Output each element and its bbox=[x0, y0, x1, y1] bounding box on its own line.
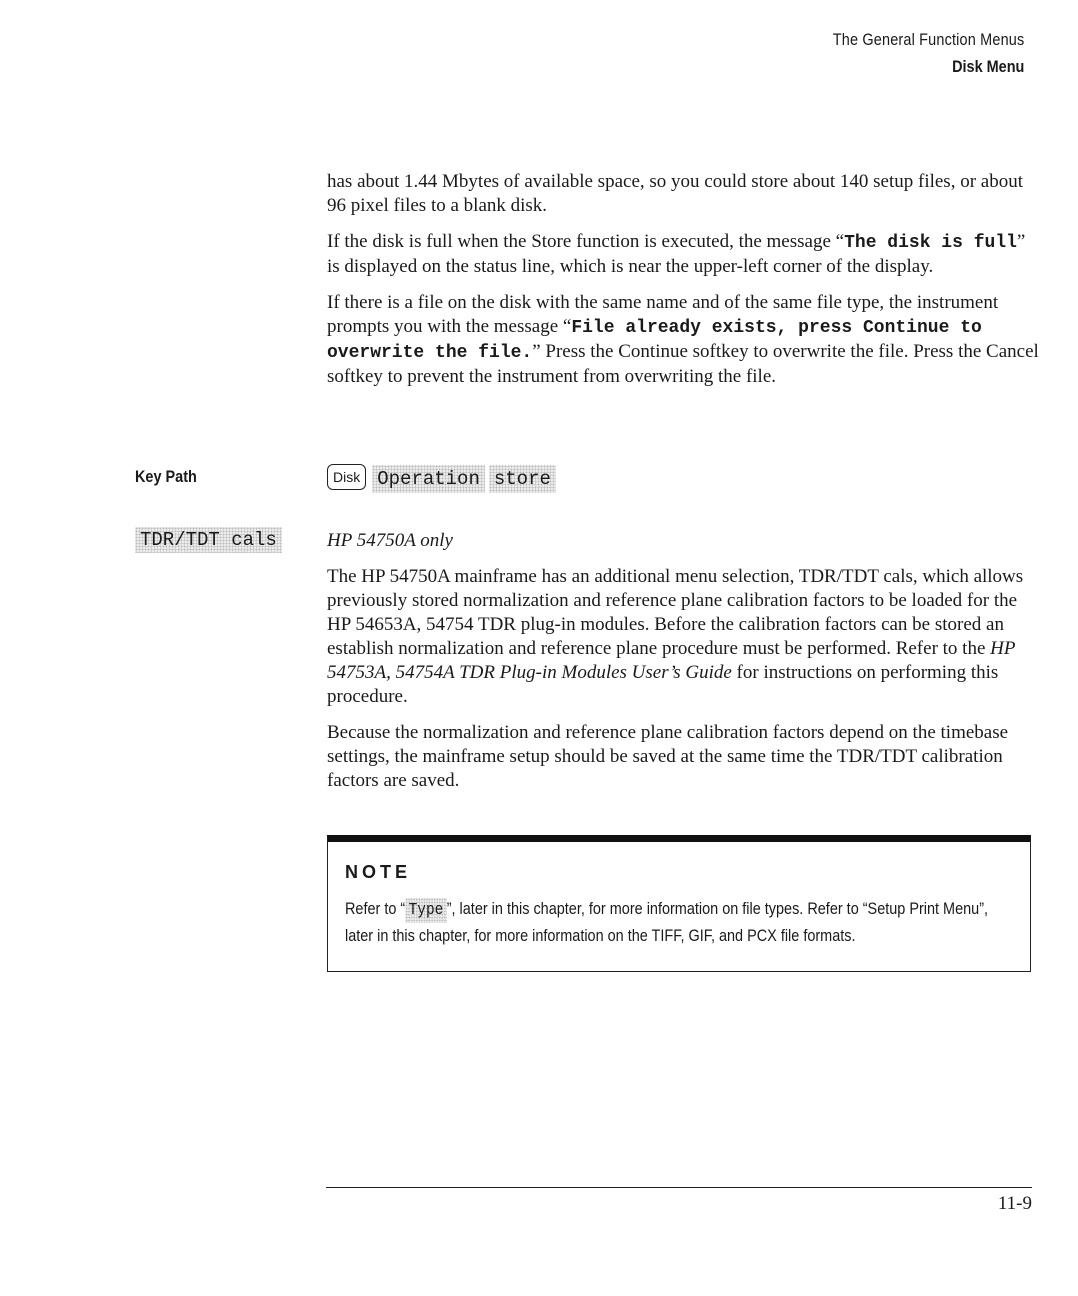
chapter-title: The General Function Menus bbox=[832, 30, 1024, 49]
intro-text bbox=[327, 170, 1039, 401]
intro-paragraph-2 bbox=[327, 230, 1039, 279]
file-exists-message: File already exists, press Continue to overwrite the file. bbox=[327, 318, 982, 363]
intro-paragraph-1: has about 1.44 Mbytes of available space, so you could store about 140 setup files, or about 96 pixel files to a blank disk. bbox=[327, 171, 1023, 216]
tdr-label-container bbox=[135, 527, 286, 553]
type-softkey[interactable]: Type bbox=[405, 898, 446, 923]
tdr-guide-reference: HP 54753A, 54754A TDR Plug-in Modules User’s Guide bbox=[327, 638, 1016, 683]
note-title: NOTE bbox=[345, 862, 412, 882]
note-body bbox=[345, 896, 991, 948]
disk-full-message: The disk is full bbox=[844, 233, 1017, 253]
p2-after: ” is displayed on the status line, which is near the upper-left corner of the display. bbox=[327, 231, 1026, 277]
disk-hardkey[interactable]: Disk bbox=[327, 464, 366, 490]
p2-before: If the disk is full when the Store function is executed, the message “ bbox=[327, 231, 845, 252]
tdr-p1-before: The HP 54750A mainframe has an additional menu selection, TDR/TDT cals, which allows previously stored normalization and reference plane calibration factors to be loaded for the HP 54653A, 54754 TDR plug-in modules. Before the calibration factors can be stored an establish normalization and reference plane procedure must be performed. Refer to the bbox=[327, 566, 1024, 659]
note-before: Refer to “ bbox=[345, 899, 406, 918]
tdr-p1-after: for instructions on performing this procedure. bbox=[327, 662, 999, 707]
key-path bbox=[327, 464, 1039, 493]
section-title: Disk Menu bbox=[951, 57, 1024, 76]
note-after: ”, later in this chapter, for more information on file types. Refer to “Setup Print Menu”, later in this chapter, for more information on the TIFF, GIF, and PCX file formats. bbox=[345, 899, 989, 945]
p3-before: If there is a file on the disk with the same name and of the same file type, the instrument prompts you with the message “ bbox=[327, 292, 999, 337]
key-path-label: Key Path bbox=[135, 467, 197, 486]
store-softkey[interactable]: store bbox=[489, 465, 556, 493]
intro-paragraph-3 bbox=[327, 291, 1039, 389]
note-box bbox=[327, 835, 1031, 972]
p3-after: ” Press the Continue softkey to overwrite the file. Press the Cancel softkey to prevent the instrument from overwriting the file. bbox=[327, 341, 1039, 387]
tdr-subtitle-text: HP 54750A only bbox=[327, 530, 453, 551]
tdr-section bbox=[327, 529, 1039, 805]
footer-rule bbox=[326, 1187, 1032, 1188]
page-number: 11-9 bbox=[997, 1193, 1032, 1214]
page-header bbox=[799, 30, 1024, 77]
tdr-subtitle bbox=[327, 529, 1039, 553]
tdr-paragraph-1 bbox=[327, 565, 1039, 709]
operation-softkey[interactable]: Operation bbox=[372, 465, 485, 493]
tdr-tdt-cals-softkey[interactable]: TDR/TDT cals bbox=[135, 527, 282, 553]
tdr-paragraph-2: Because the normalization and reference plane calibration factors depend on the timebase settings, the mainframe setup should be saved at the same time the TDR/TDT calibration factors are saved. bbox=[327, 722, 1009, 791]
